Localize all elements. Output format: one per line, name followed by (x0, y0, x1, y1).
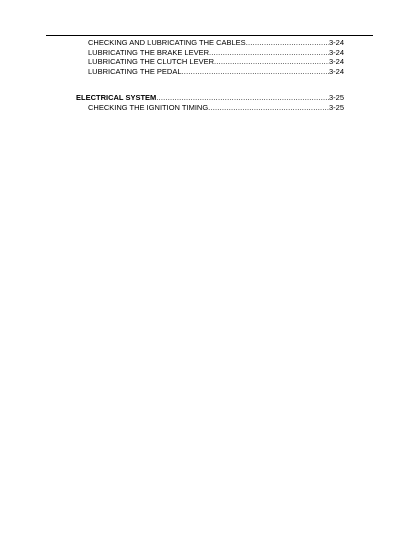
header-divider (46, 35, 373, 36)
toc-entry-title: CHECKING THE IGNITION TIMING (88, 102, 209, 112)
toc-entry-page: 3-25 (328, 102, 344, 112)
dot-leader (209, 48, 329, 58)
table-of-contents (76, 38, 344, 113)
toc-section-page: 3-25 (328, 93, 344, 103)
dot-leader (208, 103, 329, 113)
toc-entry-title: LUBRICATING THE BRAKE LEVER (88, 47, 210, 57)
toc-entry-checking-ignition-timing[interactable] (76, 103, 344, 113)
section-spacer (76, 76, 344, 93)
toc-entry-page: 3-24 (328, 57, 344, 67)
toc-entry-page: 3-24 (328, 47, 344, 57)
toc-entry-title: LUBRICATING THE PEDAL (88, 66, 182, 76)
toc-section-electrical-system[interactable] (76, 93, 344, 103)
toc-entry-title: LUBRICATING THE CLUTCH LEVER (88, 57, 214, 67)
toc-entry-lubricating-pedal[interactable] (76, 67, 344, 77)
dot-leader (156, 93, 329, 103)
toc-entry-page: 3-24 (328, 38, 344, 47)
toc-entry-lubricating-brake-lever[interactable] (76, 48, 344, 58)
toc-section-title: ELECTRICAL SYSTEM (76, 93, 157, 103)
toc-entry-page: 3-24 (328, 66, 344, 76)
toc-entry-lubricating-clutch-lever[interactable] (76, 57, 344, 67)
toc-entry-checking-lubricating-cables[interactable] (76, 38, 344, 48)
dot-leader (246, 38, 329, 48)
dot-leader (182, 67, 329, 77)
toc-entry-title: CHECKING AND LUBRICATING THE CABLES (88, 38, 246, 47)
dot-leader (214, 57, 329, 67)
